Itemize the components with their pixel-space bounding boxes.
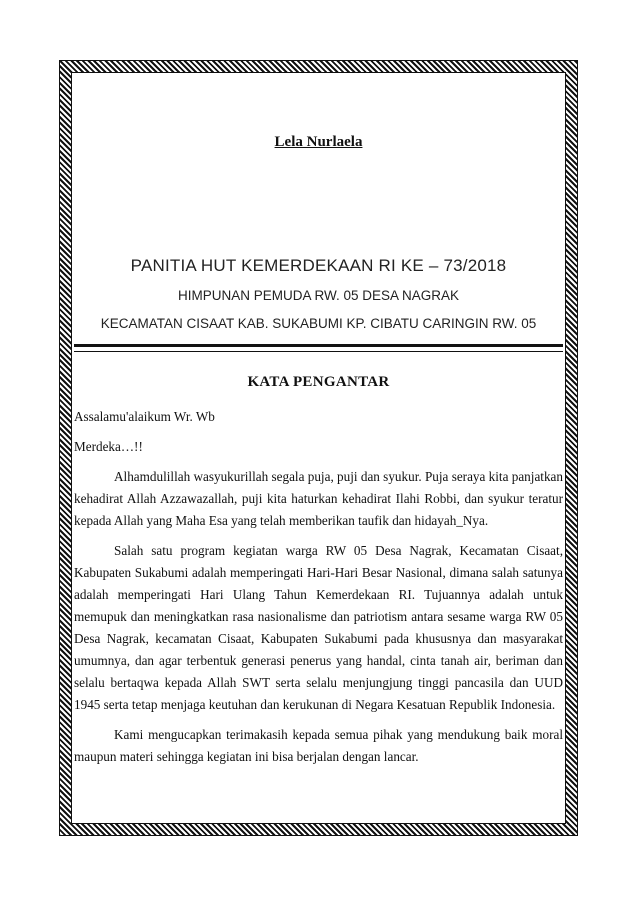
section-title: KATA PENGANTAR xyxy=(247,374,390,390)
paragraph: Kami mengucapkan terimakasih kepada semua pihak yang mendukung baik moral maupun materi sehingga kegiatan ini bisa berjalan dengan lancar. xyxy=(74,727,563,764)
committee-subtitle: HIMPUNAN PEMUDA RW. 05 DESA NAGRAK xyxy=(177,288,460,303)
committee-title: PANITIA HUT KEMERDEKAAN RI KE – 73/2018 xyxy=(130,256,507,275)
author-name: Lela Nurlaela xyxy=(274,134,363,150)
paragraph: Alhamdulillah wasyukurillah segala puja, puji dan syukur. Puja seraya kita panjatkan kehadirat Allah Azzawazallah, puji kita haturkan kehadirat Ilahi Robbi, dan syukur teratur kepada Allah yang Maha Esa yang telah memberikan taufik dan hidayah_Nya. xyxy=(74,469,563,528)
greeting-text: Assalamu'alaikum Wr. Wb xyxy=(74,409,215,424)
document-content xyxy=(74,78,563,818)
header-divider xyxy=(74,344,563,352)
page-border-frame xyxy=(59,60,578,836)
paragraph: Salah satu program kegiatan warga RW 05 Desa Nagrak, Kecamatan Cisaat, Kabupaten Sukabumi adalah memperingati Hari-Hari Besar Nasional, dimana salah satunya adalah memperingati Hari Ulang Tahun Kemerdekaan RI. Tujuannya adalah untuk memupuk dan meningkatkan rasa nasionalisme dan patriotism antara sesame warga RW 05 Desa Nagrak, kecamatan Cisaat, Kabupaten Sukabumi pada khususnya dan masyarakat umumnya, dan agar terbentuk generasi penerus yang handal, cinta tanah air, beriman dan selalu bertaqwa kepada Allah SWT serta selalu menjungjung tinggi pancasila dan UUD 1945 serta tetap menjaga keutuhan dan kerukunan di Negara Kesatuan Republik Indonesia. xyxy=(74,543,563,712)
merdeka-text: Merdeka…!! xyxy=(74,439,143,454)
document-body xyxy=(74,406,563,776)
committee-address: KECAMATAN CISAAT KAB. SUKABUMI KP. CIBATU CARINGIN RW. 05 xyxy=(100,316,537,331)
